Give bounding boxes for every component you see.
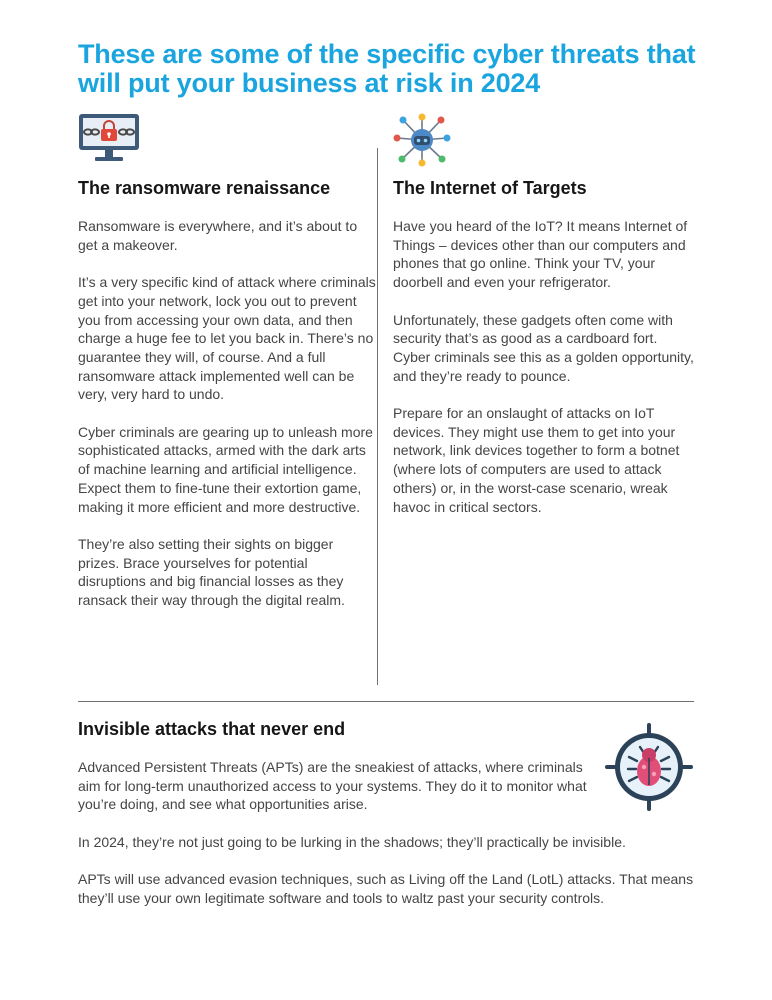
paragraph: APTs will use advanced evasion techniques, such as Living off the Land (LotL) attacks. That means they’ll use your own legitimate software and tools to waltz past your security controls.: [78, 871, 694, 906]
paragraph: Cyber criminals are gearing up to unleash more sophisticated attacks, armed with the dark arts of machine learning and artificial intelligence. Expect them to fine-tune their extortion game, making it more efficient and more destructive.: [78, 423, 373, 515]
paragraph: They’re also setting their sights on bigger prizes. Brace yourselves for potential disruptions and big financial losses as they ransack their way through the digital realm.: [78, 535, 345, 609]
ransomware-monitor-lock-icon: [78, 112, 378, 168]
iot-network-hub-icon: [393, 112, 698, 168]
section-body: [393, 217, 698, 516]
section-heading: Invisible attacks that never end: [78, 719, 346, 739]
section-heading: The ransomware renaissance: [78, 178, 331, 198]
paragraph: In 2024, they’re not just going to be lurking in the shadows; they’ll practically be invisible.: [78, 833, 626, 850]
paragraph: Prepare for an onslaught of attacks on IoT devices. They might use them to get into your network, link devices together to form a botnet (where lots of computers are used to attack others) or, in the worst-case scenario, wreak havoc in critical sectors.: [393, 405, 680, 515]
section-heading: The Internet of Targets: [393, 178, 587, 198]
bug-target-icon: [604, 722, 694, 812]
ransomware-section: [78, 112, 378, 628]
paragraph: Unfortunately, these gadgets often come with security that’s as good as a cardboard fort. Cyber criminals see this as a golden opportunity, and they’re ready to pounce.: [393, 311, 694, 384]
paragraph: Advanced Persistent Threats (APTs) are the sneakiest of attacks, where criminals aim for long-term unauthorized access to your systems. They do it to monitor what you’re doing, and see what opportunities arise.: [78, 759, 587, 813]
paragraph: It’s a very specific kind of attack where criminals get into your network, lock you out to prevent you from accessing your own data, and then charge a huge fee to let you back in. There’s no guarantee they will, of course. And a full ransomware attack implemented well can be very, very hard to undo.: [78, 274, 376, 403]
iot-section: [393, 112, 698, 535]
horizontal-divider: [78, 701, 694, 702]
page-title: These are some of the specific cyber threats that will put your business at risk in 2024: [78, 39, 696, 98]
section-body: [78, 217, 378, 610]
paragraph: Ransomware is everywhere, and it’s about to get a makeover.: [78, 218, 358, 253]
paragraph: Have you heard of the IoT? It means Internet of Things – devices other than our computers and phones that go online. Think your TV, your doorbell and even your refrigerator.: [393, 218, 688, 291]
